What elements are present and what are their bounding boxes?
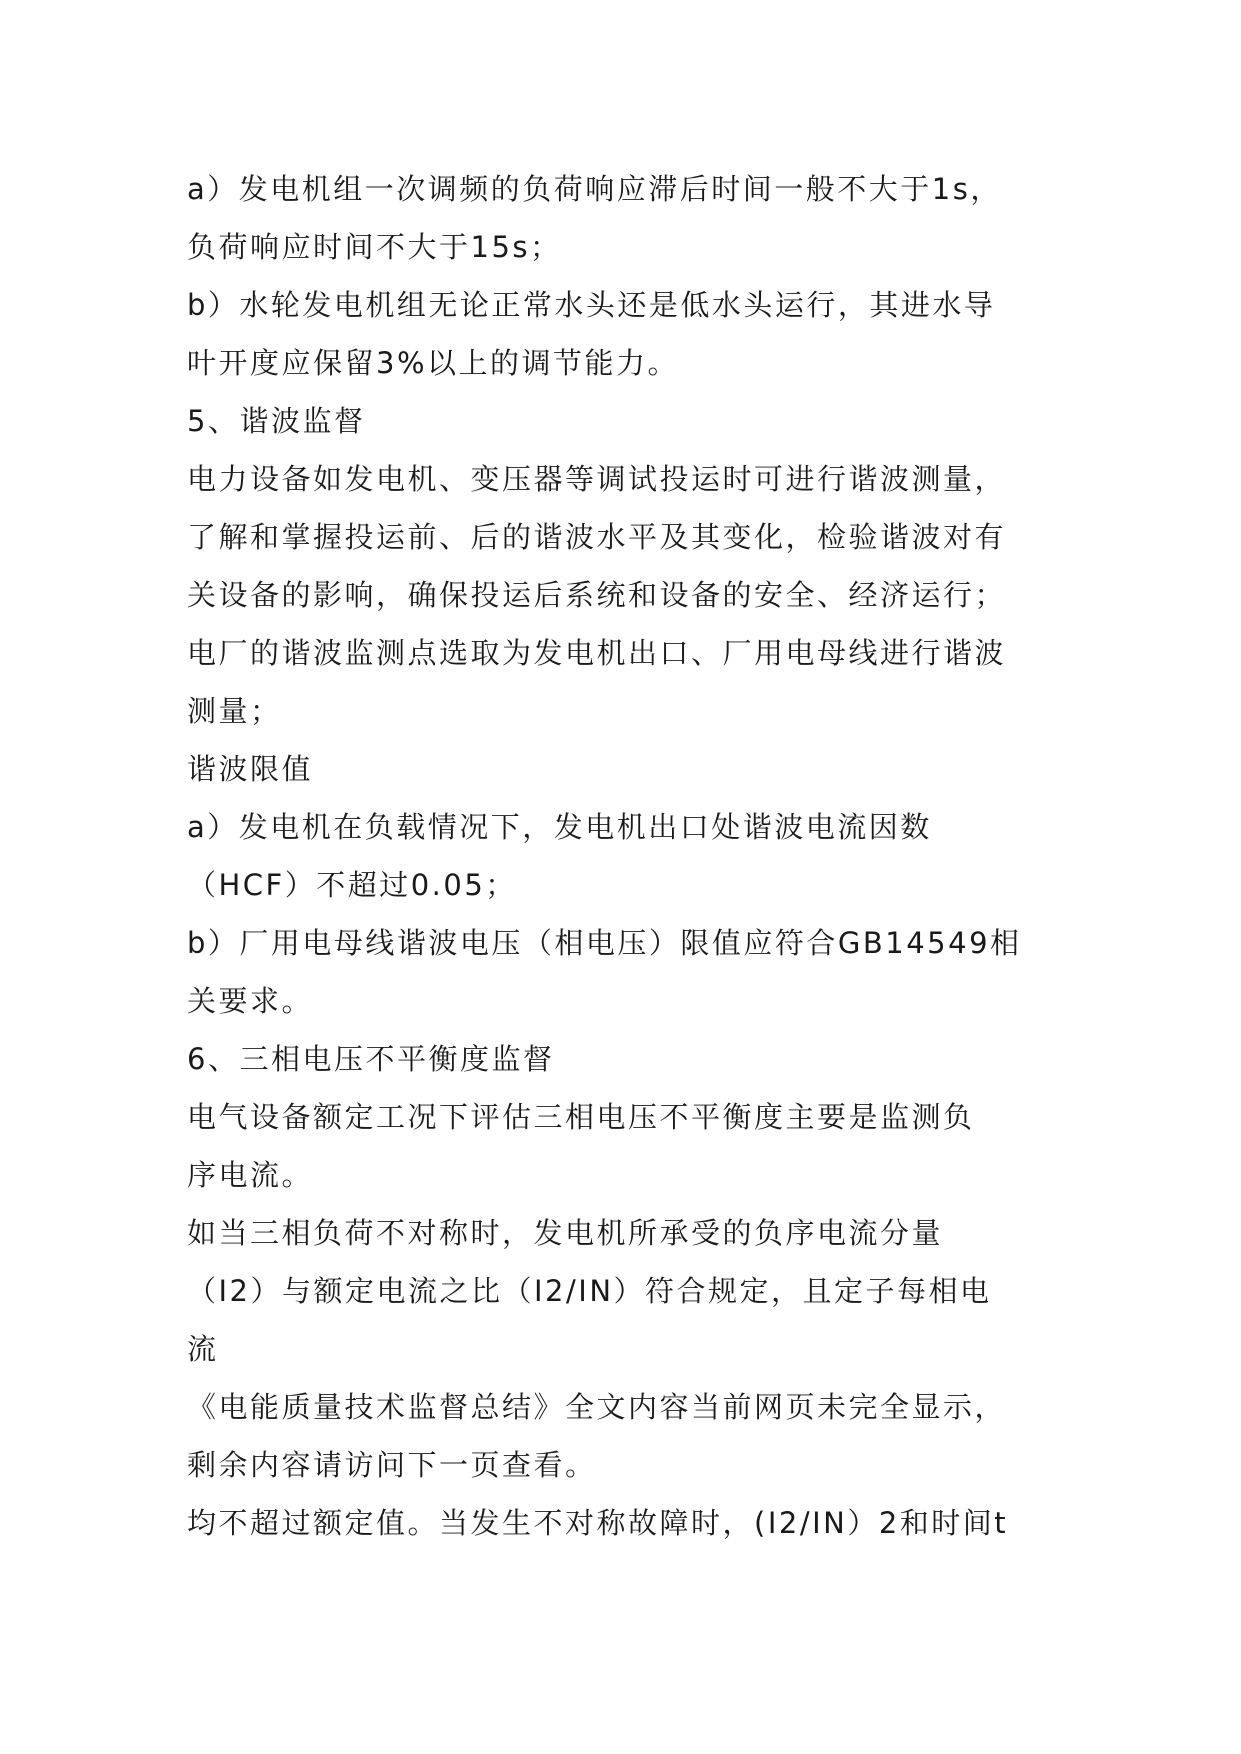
text-line: 测量； [187, 694, 282, 728]
text-line: 流 [187, 1332, 219, 1366]
section-heading: 5、谐波监督 [187, 404, 366, 438]
text-line: 电力设备如发电机、变压器等调试投运时可进行谐波测量， [187, 462, 1007, 496]
text-line: 电气设备额定工况下评估三相电压不平衡度主要是监测负 [187, 1100, 975, 1134]
text-line: b）水轮发电机组无论正常水头还是低水头运行，其进水导 [187, 288, 996, 322]
text-line: （I2）与额定电流之比（I2/IN）符合规定，且定子每相电 [187, 1274, 992, 1308]
text-line: a）发电机组一次调频的负荷响应滞后时间一般不大于1s， [187, 172, 1002, 206]
continuation-notice: 《电能质量技术监督总结》全文内容当前网页未完全显示， [187, 1390, 1007, 1424]
text-line: 电厂的谐波监测点选取为发电机出口、厂用电母线进行谐波 [187, 636, 1007, 670]
text-line: a）发电机在负载情况下，发电机出口处谐波电流因数 [187, 810, 932, 844]
text-line: 关要求。 [187, 984, 314, 1018]
document-body [187, 160, 1059, 1552]
text-line: 负荷响应时间不大于15s； [187, 230, 562, 264]
text-line: 叶开度应保留3%以上的调节能力。 [187, 346, 680, 380]
text-line: （HCF）不超过0.05； [187, 868, 517, 902]
text-line: 关设备的影响，确保投运后系统和设备的安全、经济运行； [187, 578, 1007, 612]
continuation-notice: 剩余内容请访问下一页查看。 [187, 1448, 597, 1482]
text-line: 如当三相负荷不对称时，发电机所承受的负序电流分量 [187, 1216, 944, 1250]
text-line: b）厂用电母线谐波电压（相电压）限值应符合GB14549相 [187, 926, 1022, 960]
text-line: 了解和掌握投运前、后的谐波水平及其变化，检验谐波对有 [187, 520, 1007, 554]
subsection-heading: 谐波限值 [187, 752, 314, 786]
text-line: 序电流。 [187, 1158, 314, 1192]
section-heading: 6、三相电压不平衡度监督 [187, 1042, 555, 1076]
text-line: 均不超过额定值。当发生不对称故障时，(I2/IN）2和时间t [187, 1506, 1009, 1540]
